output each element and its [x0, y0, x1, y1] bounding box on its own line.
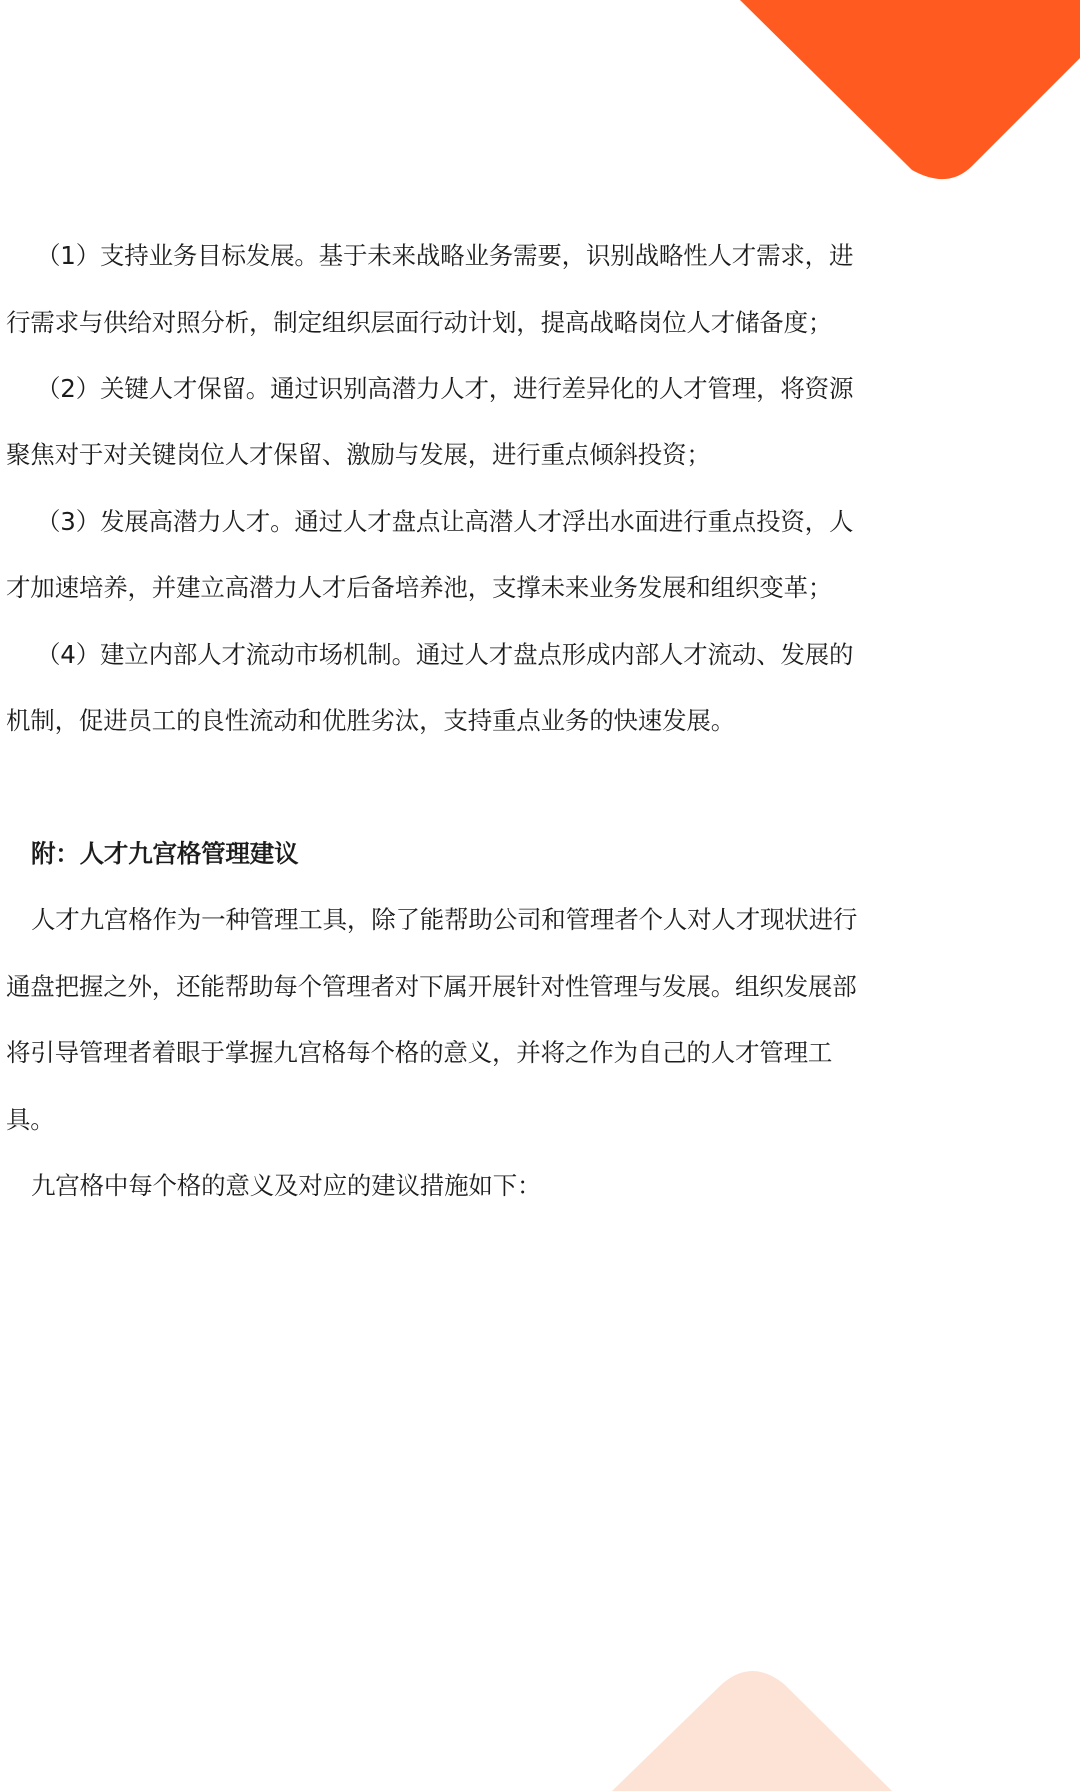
paragraph-2-line-1: （2）关键人才保留。通过识别高潜力人才，进行差异化的人才管理，将资源: [36, 374, 854, 403]
appendix-heading: 附：人才九宫格管理建议: [31, 839, 299, 868]
paragraph-1-line-2: 行需求与供给对照分析，制定组织层面行动计划，提高战略岗位人才储备度；: [6, 308, 833, 337]
paragraph-2-line-2: 聚焦对于对关键岗位人才保留、激励与发展，进行重点倾斜投资；: [6, 440, 711, 469]
paragraph-1-line-1: （1）支持业务目标发展。基于未来战略业务需要，识别战略性人才需求，进: [36, 241, 854, 270]
appendix-intro-line-4: 具。: [6, 1105, 55, 1134]
peach-triangle-shape: [612, 1671, 892, 1791]
top-corner-decoration: [740, 0, 1080, 180]
appendix-intro-line-3: 将引导管理者着眼于掌握九宫格每个格的意义，并将之作为自己的人才管理工: [6, 1038, 833, 1067]
appendix-intro-line-1: 人才九宫格作为一种管理工具，除了能帮助公司和管理者个人对人才现状进行: [31, 905, 858, 934]
appendix-intro-line-2: 通盘把握之外，还能帮助每个管理者对下属开展针对性管理与发展。组织发展部: [6, 972, 857, 1001]
orange-triangle-shape: [740, 0, 1080, 179]
appendix-lead-sentence: 九宫格中每个格的意义及对应的建议措施如下：: [31, 1171, 542, 1200]
paragraph-3-line-1: （3）发展高潜力人才。通过人才盘点让高潜人才浮出水面进行重点投资，人: [36, 507, 854, 536]
paragraph-4-line-2: 机制，促进员工的良性流动和优胜劣汰，支持重点业务的快速发展。: [6, 706, 735, 735]
paragraph-3-line-2: 才加速培养，并建立高潜力人才后备培养池，支撑未来业务发展和组织变革；: [6, 573, 833, 602]
bottom-corner-decoration: [612, 1670, 892, 1791]
paragraph-4-line-1: （4）建立内部人才流动市场机制。通过人才盘点形成内部人才流动、发展的: [36, 640, 854, 669]
